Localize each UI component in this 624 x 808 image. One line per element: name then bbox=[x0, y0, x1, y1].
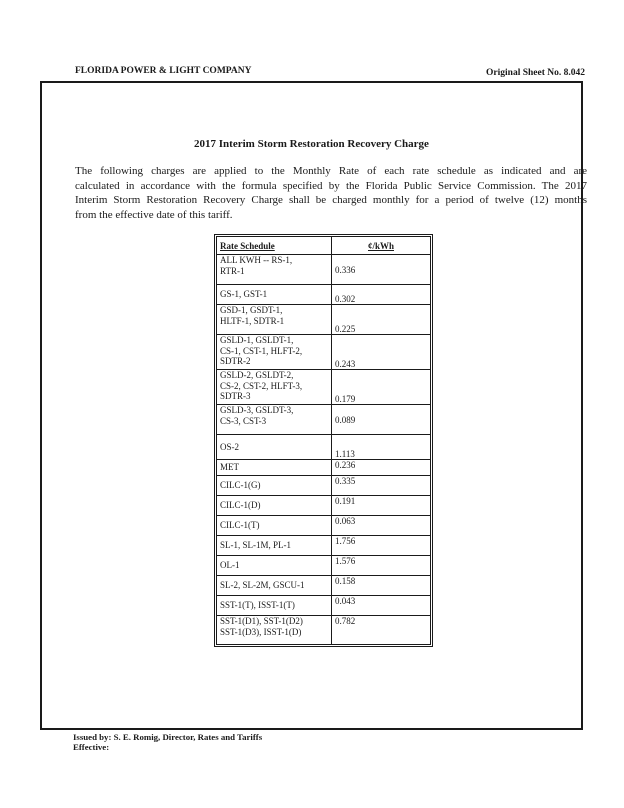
rate-value-cell: 0.243 bbox=[332, 335, 431, 370]
table-row bbox=[217, 460, 431, 476]
table-row bbox=[217, 516, 431, 536]
rate-schedule-line: SL-2, SL-2M, GSCU-1 bbox=[220, 580, 305, 591]
rate-schedule-cell bbox=[217, 305, 332, 335]
rate-schedule-line: CILC-1(T) bbox=[220, 520, 260, 531]
table-row bbox=[217, 405, 431, 435]
rate-schedule-line: SST-1(D3), ISST-1(D) bbox=[220, 626, 302, 637]
rate-value-cell: 0.089 bbox=[332, 405, 431, 435]
rate-schedule-cell bbox=[217, 576, 332, 596]
rate-schedule-line: SDTR-2 bbox=[220, 356, 251, 366]
rate-schedule-line: GSLD-3, GSLDT-3, bbox=[220, 405, 294, 415]
rate-value-cell: 0.043 bbox=[332, 596, 431, 616]
rate-schedule-line: GSD-1, GSDT-1, bbox=[220, 305, 283, 315]
rate-value-cell: 1.113 bbox=[332, 435, 431, 460]
rate-schedule-cell bbox=[217, 496, 332, 516]
header-rate-schedule: Rate Schedule bbox=[217, 237, 332, 255]
table-row bbox=[217, 255, 431, 285]
rate-schedule-line: ALL KWH -- RS-1, bbox=[220, 255, 293, 265]
rate-value-cell: 0.782 bbox=[332, 616, 431, 645]
header-cents-per-kwh: ¢/kWh bbox=[332, 237, 431, 255]
table-row bbox=[217, 335, 431, 370]
rate-value-cell: 0.225 bbox=[332, 305, 431, 335]
rate-schedule-cell bbox=[217, 536, 332, 556]
table-row bbox=[217, 556, 431, 576]
paragraph-line: The following charges are applied to the Monthly Rate of each rate schedule as indicated and are bbox=[75, 165, 587, 177]
rate-schedule-line: SST-1(D1), SST-1(D2) bbox=[220, 616, 303, 626]
rate-schedule-line: CS-1, CST-1, HLFT-2, bbox=[220, 345, 303, 356]
rate-schedule-cell bbox=[217, 460, 332, 476]
rate-schedule-line: GSLD-1, GSLDT-1, bbox=[220, 335, 294, 345]
table-row bbox=[217, 536, 431, 556]
rate-schedule-line: CS-3, CST-3 bbox=[220, 415, 267, 426]
rate-schedule-line: MET bbox=[220, 462, 239, 473]
table-row bbox=[217, 496, 431, 516]
document-title: 2017 Interim Storm Restoration Recovery Charge bbox=[194, 138, 429, 150]
paragraph-line: from the effective date of this tariff. bbox=[75, 208, 233, 221]
table-row bbox=[217, 596, 431, 616]
rate-schedule-line: CILC-1(G) bbox=[220, 480, 261, 491]
table-row bbox=[217, 305, 431, 335]
rate-schedule-cell bbox=[217, 476, 332, 496]
document-frame bbox=[40, 81, 587, 730]
rate-value-cell: 0.336 bbox=[332, 255, 431, 285]
rate-schedule-line: HLTF-1, SDTR-1 bbox=[220, 315, 285, 326]
rate-schedule-cell bbox=[217, 435, 332, 460]
rate-value-cell: 0.302 bbox=[332, 285, 431, 305]
rate-schedule-cell bbox=[217, 616, 332, 645]
rate-schedule-cell bbox=[217, 556, 332, 576]
rate-value-cell: 0.158 bbox=[332, 576, 431, 596]
issued-by: Issued by: S. E. Romig, Director, Rates and Tariffs bbox=[73, 732, 263, 742]
rate-value-cell: 0.179 bbox=[332, 370, 431, 405]
table-header-row bbox=[217, 237, 431, 255]
paragraph-line: Interim Storm Restoration Recovery Charge shall be charged monthly for a period of twelve (12) months bbox=[75, 194, 587, 206]
rate-schedule-cell bbox=[217, 516, 332, 536]
intro-paragraph bbox=[75, 164, 587, 222]
rate-table bbox=[216, 236, 431, 645]
rate-schedule-line: OS-2 bbox=[220, 441, 240, 452]
rate-schedule-line: SST-1(T), ISST-1(T) bbox=[220, 600, 295, 611]
table-row bbox=[217, 285, 431, 305]
table-row bbox=[217, 435, 431, 460]
table-row bbox=[217, 616, 431, 645]
rate-value-cell: 0.335 bbox=[332, 476, 431, 496]
rate-schedule-cell bbox=[217, 335, 332, 370]
rate-value-cell: 1.756 bbox=[332, 536, 431, 556]
table-row bbox=[217, 476, 431, 496]
paragraph-line: calculated in accordance with the formula specified by the Florida Public Service Commission. The 2017 bbox=[75, 179, 587, 192]
sheet-number: Original Sheet No. 8.042 bbox=[486, 68, 585, 78]
rate-schedule-line: SL-1, SL-1M, PL-1 bbox=[220, 540, 292, 551]
rate-schedule-line: CILC-1(D) bbox=[220, 500, 261, 511]
rate-schedule-line: RTR-1 bbox=[220, 265, 245, 276]
rate-schedule-line: GS-1, GST-1 bbox=[220, 289, 268, 300]
rate-schedule-line: GSLD-2, GSLDT-2, bbox=[220, 370, 294, 380]
company-name: FLORIDA POWER & LIGHT COMPANY bbox=[75, 66, 252, 76]
table-row bbox=[217, 576, 431, 596]
rate-value-cell: 1.576 bbox=[332, 556, 431, 576]
rate-value-cell: 0.236 bbox=[332, 460, 431, 476]
effective-label: Effective: bbox=[73, 742, 110, 752]
rate-schedule-cell bbox=[217, 285, 332, 305]
rate-schedule-cell bbox=[217, 405, 332, 435]
rate-value-cell: 0.191 bbox=[332, 496, 431, 516]
rate-schedule-line: OL-1 bbox=[220, 560, 240, 571]
rate-schedule-line: SDTR-3 bbox=[220, 391, 251, 401]
table-row bbox=[217, 370, 431, 405]
rate-schedule-cell bbox=[217, 370, 332, 405]
rate-schedule-cell bbox=[217, 255, 332, 285]
rate-value-cell: 0.063 bbox=[332, 516, 431, 536]
rate-schedule-line: CS-2, CST-2, HLFT-3, bbox=[220, 380, 303, 391]
rate-schedule-cell bbox=[217, 596, 332, 616]
